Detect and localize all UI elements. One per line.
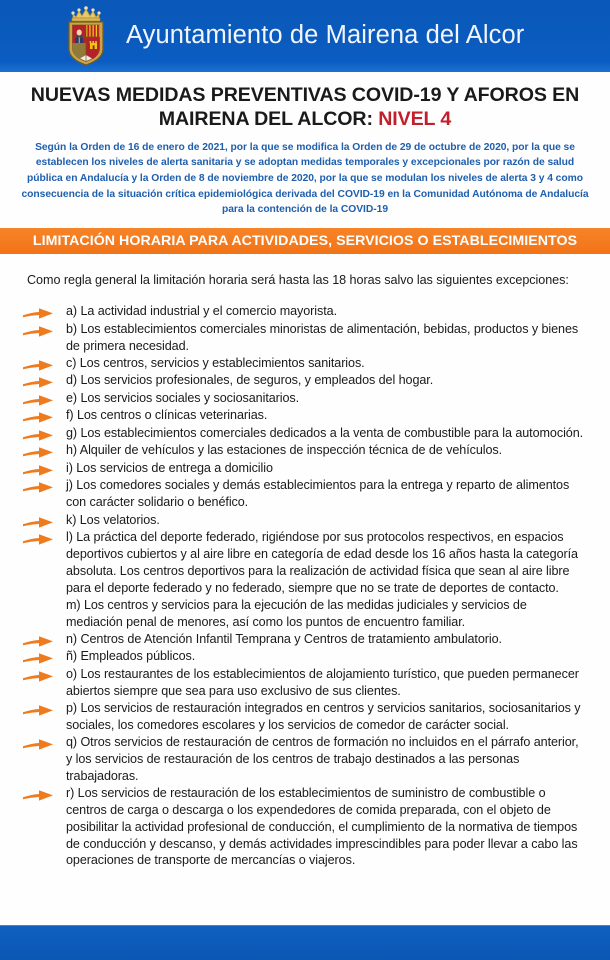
arrow-right-icon: [22, 425, 66, 442]
list-item: [22, 390, 588, 407]
arrow-right-icon: [22, 390, 66, 407]
list-item-text: n) Centros de Atención Infantil Temprana y Centros de tratamiento ambulatorio.: [66, 631, 502, 646]
content-area: [0, 254, 610, 869]
list-item: [22, 321, 588, 355]
legal-reference-text: Según la Orden de 16 de enero de 2021, por la que se modifica la Orden de 29 de octubre de 2020, por la que se establecen los niveles de alerta sanitaria y se adoptan medidas temporales y excepcionales por razón de salud pública en Andalucía y la Orden de 8 de noviembre de 2020, por la que se modulan los niveles de alerta 3 y 4 como consecuencia de la situación crítica epidemiológica derivada del COVID-19 en la Comunidad Autónoma de Andalucía para la contención de la COVID-19: [21, 141, 589, 216]
list-item-text: e) Los servicios sociales y sociosanitarios.: [66, 390, 300, 405]
arrow-right-icon: [22, 631, 66, 648]
arrow-right-icon: [22, 407, 66, 424]
arrow-right-icon: [22, 666, 66, 683]
arrow-right-icon: [22, 529, 66, 546]
arrow-right-icon: [22, 442, 66, 459]
arrow-right-icon: [22, 512, 66, 529]
arrow-right-icon: [22, 355, 66, 372]
list-item-text: o) Los restaurantes de los establecimientos de alojamiento turístico, que pueden permanecer abiertos siempre que sea para uso exclusivo de sus clientes.: [66, 666, 579, 698]
list-item: [22, 631, 588, 648]
list-item: [22, 597, 588, 631]
arrow-right-icon: [22, 321, 66, 338]
arrow-right-icon: [22, 303, 66, 320]
list-item: [22, 785, 588, 869]
list-item: [22, 442, 588, 459]
list-item: [22, 529, 588, 596]
list-item: [22, 734, 588, 784]
list-item-text: c) Los centros, servicios y establecimientos sanitarios.: [66, 355, 365, 370]
list-item: [22, 648, 588, 665]
arrow-right-icon: [22, 460, 66, 477]
list-item-text: k) Los velatorios.: [66, 512, 160, 527]
list-item-text: j) Los comedores sociales y demás establecimientos para la entrega y reparto de alimentos con carácter solidario o benéfico.: [66, 478, 570, 510]
section-banner-label: LIMITACIÓN HORARIA PARA ACTIVIDADES, SERVICIOS O ESTABLECIMIENTOS: [32, 232, 578, 249]
page-title-line2-prefix: MAIRENA DEL ALCOR:: [158, 107, 379, 130]
list-item: [22, 303, 588, 320]
page-title: [0, 84, 610, 132]
list-item-text: h) Alquiler de vehículos y las estaciones de inspección técnica de de vehículos.: [66, 443, 503, 458]
list-item-text: q) Otros servicios de restauración de centros de formación no incluidos en el párrafo anterior, y los servicios de restauración de los centros de trabajo destinados a las personas trabajadoras.: [66, 735, 579, 783]
intro-text: Como regla general la limitación horaria será hasta las 18 horas salvo las siguientes excepciones:: [27, 272, 569, 287]
page-title-line1: NUEVAS MEDIDAS PREVENTIVAS COVID-19 Y AFOROS EN: [30, 84, 580, 106]
list-item-text: g) Los establecimientos comerciales dedicados a la venta de combustible para la automoción.: [66, 425, 584, 440]
coat-of-arms-icon: [62, 5, 110, 67]
header-bar: [0, 0, 610, 72]
list-item-text: f) Los centros o clínicas veterinarias.: [66, 408, 268, 423]
list-item: [22, 700, 588, 734]
list-item-text: i) Los servicios de entrega a domicilio: [66, 460, 273, 475]
list-item: [22, 666, 588, 700]
arrow-right-icon: [22, 648, 66, 665]
list-item: [22, 460, 588, 477]
arrow-right-icon: [22, 372, 66, 389]
list-item-text: d) Los servicios profesionales, de seguros, y empleados del hogar.: [66, 373, 434, 388]
list-item-text: m) Los centros y servicios para la ejecución de las medidas judiciales y servicios de mediación penal de menores, así como los puntos de encuentro familiar.: [66, 597, 527, 629]
list-item: [22, 512, 588, 529]
list-item-text: r) Los servicios de restauración de los establecimientos de suministro de combustible o centros de carga o descarga o los expendedores de comida preparada, con el objeto de posibilitar la actividad profesional de conducción, el cumplimiento de la normativa de tiempos de conducción y descanso, y demás actividades imprescindibles para poder llevar a cabo las operaciones de transporte de mercancías o viajeros.: [66, 786, 578, 868]
list-item-text: a) La actividad industrial y el comercio mayorista.: [66, 304, 337, 319]
list-item: [22, 477, 588, 511]
list-item: [22, 407, 588, 424]
footer-bar: [0, 925, 610, 960]
exceptions-list: [22, 303, 588, 869]
list-item: [22, 355, 588, 372]
list-item-text: l) La práctica del deporte federado, rigiéndose por sus protocolos respectivos, en espacios deportivos cubiertos y al aire libre en categoría de edad desde los 16 años hasta la categoría absoluta. Los centros deportivos para la realización de actividad física que sean al aire libre para el deporte federado y no federado, siempre que no se trate de deportes de contacto.: [66, 530, 578, 595]
arrow-right-icon: [22, 477, 66, 494]
arrow-right-icon: [22, 785, 66, 802]
list-item: [22, 425, 588, 442]
list-item-text: ñ) Empleados públicos.: [66, 649, 196, 664]
arrow-right-icon: [22, 700, 66, 717]
alert-level-badge: NIVEL 4: [378, 107, 452, 130]
list-item-text: b) Los establecimientos comerciales minoristas de alimentación, bebidas, productos y bienes de primera necesidad.: [66, 321, 579, 353]
arrow-right-icon: [22, 734, 66, 751]
list-item: [22, 372, 588, 389]
section-banner: [0, 228, 610, 254]
arrow-right-icon: [22, 597, 66, 614]
list-item-text: p) Los servicios de restauración integrados en centros y servicios sanitarios, sociosanitarios y sociales, los comedores escolares y los servicios de comedor de carácter social.: [66, 701, 581, 732]
page-title-line2: [14, 108, 596, 132]
header-title: Ayuntamiento de Mairena del Alcor: [126, 21, 525, 50]
